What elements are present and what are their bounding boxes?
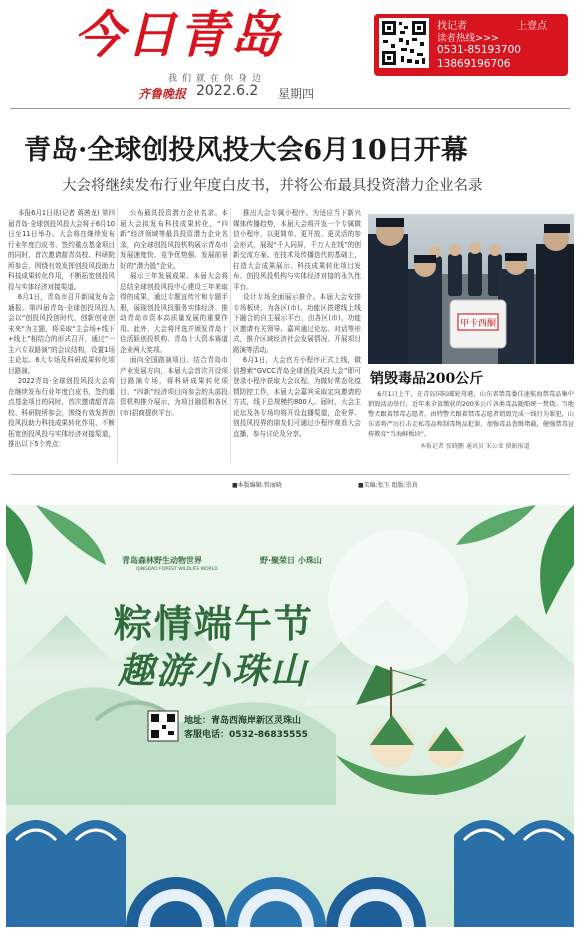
ad-phone-label: 客服电话： (184, 730, 230, 740)
news-photo (368, 214, 574, 364)
masthead-divider (10, 108, 570, 109)
ad-sponsor-2: 野·聚荣日 小珠山 (260, 556, 322, 565)
ad-phone-value: 0532-86835555 (229, 730, 308, 740)
ad-sponsor-1: 青岛森林野生动物世界 (122, 556, 202, 565)
photo-caption-title: 销毁毒品200公斤 (370, 371, 484, 387)
article-paragraph: 推出大会专属小程序。为适应当下新兴媒体传播趋势，本届大会将开发一个专属微信小程序，以更简单、更开放、更灵活的参会形式，展现“千人同屏，千万人在线”的创新交流方案。在技术及传播迭代的基础上，打造大会成果展示、科技成果转化项目发布、创投风投机构与实体经济对接的永久性平台。 (233, 209, 361, 291)
article-subhead: 大会将继续发布行业年度白皮书，并将公布最具投资潜力企业名录 (62, 178, 483, 194)
hotline-phone-1[interactable]: 0531-85193700 (437, 44, 521, 56)
article-paragraph: 6月1日，青岛市召开新闻发布会通报。第四届青岛·全球创投风投大会以“创投风投创时代，创新创业创未来”为主题，将采取“主会场+线下+线上”相结合的形式召开，通过“一主六专双路演”的会议结构，设置1场主论坛、6大专场及科研成果转化项目路演。 (8, 293, 115, 375)
photo-caption-text: 6月1日上午，在青岛国际邮轮母港，山东省禁毒委佳速航海禁毒品集中销毁活动举行，近年来全省缴获的200多公斤各类毒品随船统一焚烧。当地警犬跟着禁毒志愿者。由特警犬跟着禁毒志愿者销毁完成一线行为罪犯，山东省将严厉打击走私毒品和制毒物品犯罪，加强毒品查缉堵截，健强禁毒宣传教育“当海鲜板块”。 (368, 391, 574, 438)
hotline-label: 读者热线>>> (437, 33, 499, 44)
issue-date: 2022.6.2 (196, 83, 259, 99)
article-headline: 青岛·全球创投风投大会6月10日开幕 (24, 135, 468, 166)
ad-address-label: 地址： (184, 716, 212, 726)
hotline-shangyidian: 上壹点 (517, 21, 547, 32)
ad-phone[interactable] (184, 727, 308, 740)
issue-weekday: 星期四 (278, 87, 315, 101)
page-editor: ■本版编辑:管丽晓 (232, 482, 282, 489)
ad-slogan-line-2: 趣游小珠山 (118, 650, 309, 692)
article-column-1 (8, 208, 115, 464)
drug-label-text: 甲卡西酮 (459, 319, 497, 329)
article-paragraph: 设计专场全面展示推介。本届大会安排专场板块，为各区(市)、功能区搭建线上线下融合的自主展示平台，由各区(市)、功能区邀请有关领导、嘉宾通过论坛、对话等形式，推介区域经济社会发展情况、开展项目路演等活动。 (233, 293, 361, 354)
column-divider (230, 208, 231, 463)
qr-code-icon[interactable] (379, 18, 429, 68)
article-paragraph: 2022青岛·全球创投风投大会将在继续发布行业年度白皮书，签约重点基金项目的同时，首次邀请甜青高校、科研院所参会，围绕有效发挥创投风投助力科技成果转化作用，不断拓宽创投风投与实体经济对接渠道，推出以下5个亮点： (8, 377, 115, 448)
article-column-3 (233, 208, 361, 464)
article-paragraph: 面向全国路演项目。结合青岛市产业发展方向，本届大会首次开设项目路演专场，将科研成果转化项目、“四新”经济项目向参会的头部投资机构推介展示，为项目融资和各区(市)招商提供平台。 (120, 356, 228, 417)
column-divider (117, 208, 118, 463)
art-editor: ■美编:张玉 组版:崇真 (358, 482, 418, 489)
article-paragraph: 6月1日，大会官方小程序正式上线，微信搜索“GVCC青岛全球创投风投大会”即可登录小程序获取大会议程。为做好常态化疫情防控工作，本届大会嘉宾采取定向邀请的方式，线下总规模约800人。届时，大会主论坛及各专场均将开设直播渠道，企业界、创投风投界的朋友们可通过小程序观看大会直播，参与讨论及分享。 (233, 356, 361, 438)
ad-slogan-line-1: 粽情端午节 (114, 601, 315, 646)
photo-credit: 本报记者 张晓鹏 通讯员 宋公亚 摄影报道 (420, 443, 530, 450)
dragon-boat-advertisement[interactable] (6, 505, 574, 927)
hotline-find-reporter: 找记者 (437, 21, 467, 32)
paper-name: 齐鲁晚报 (138, 87, 187, 101)
masthead-title: 今日青岛 (74, 6, 282, 64)
hotline-phone-2[interactable]: 13869196706 (437, 58, 511, 70)
article-paragraph: 本报6月1日讯(记者 蒋茜龙) 第四届青岛·全球创投风投大会将于6月10日至11日举办。大会将在继续发布行业年度白皮书、签约重点基金项目的同时，首次邀请甜青高校、科研院所参会，围绕有效发挥创投风投助力科技成果转化作用，不断拓宽创投风投与实体经济对接渠道。 (8, 209, 115, 291)
masthead-slogan: 我们就在你身边 (168, 74, 267, 84)
article-paragraph: 公布最具投资潜力企业名录。本届大会拟发布科技成果转化，“四新”经济领域等最具投资潜力企业名录，向全球创投风投机构展示青岛市发展速度快、竞争优势强、发展前景好的“潜力股”企业。 (120, 209, 228, 270)
footer-divider (10, 474, 570, 475)
article-paragraph: 展示三年发展成果。本届大会将总结全球创投风投中心建设三年来取得的成果，通过专题宣传片和专题手册，展现创投风投服务实体经济、推动青岛市资本高质量发展的重要作用。此外，大会将评选并颁发青岛十佳活跃创投机构、青岛十大资本赛道企业两大奖项。 (120, 272, 228, 354)
ad-sponsor-1-en: QINGDAO FOREST WILDLIFE WORLD (136, 567, 218, 572)
ad-address-value: 青岛西海岸新区灵珠山 (211, 716, 302, 726)
ad-address (184, 713, 301, 726)
article-column-2 (120, 208, 228, 464)
